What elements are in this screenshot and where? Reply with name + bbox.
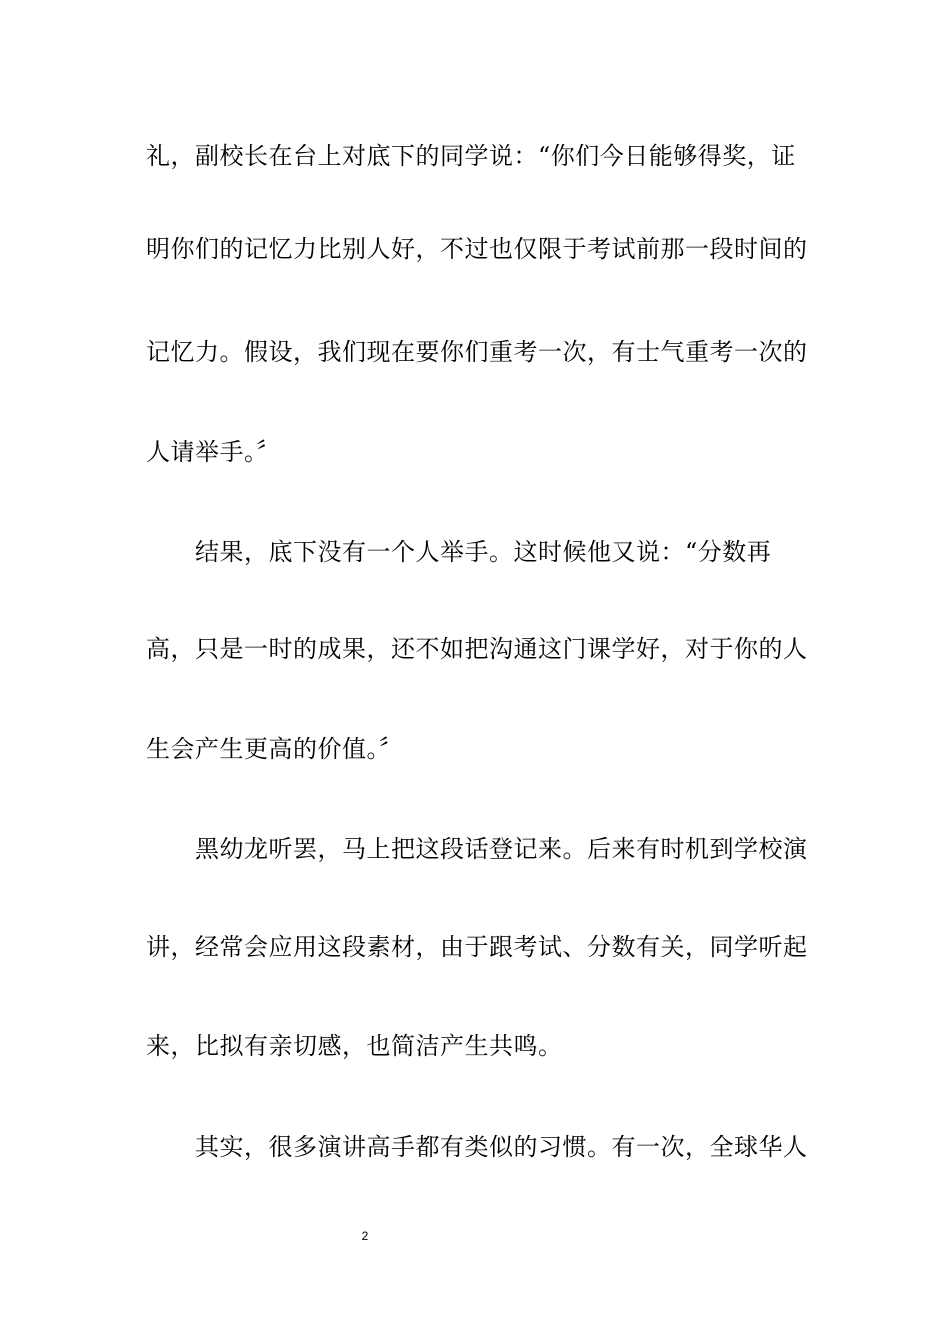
page-number: 2 [361,1229,369,1243]
paragraph-start-line: 其实，很多演讲高手都有类似的习惯。有一次，全球华人 [195,1133,808,1161]
text-line: 来，比拟有亲切感，也简洁产生共鸣。 [146,1032,563,1060]
text-line: 讲，经常会应用这段素材，由于跟考试、分数有关，同学听起 [146,933,808,961]
text-line: 人请举手。〞 [146,438,281,466]
paragraph-start-line: 黑幼龙听罢，马上把这段话登记来。后来有时机到学校演 [195,835,808,863]
text-line: 生会产生更高的价值。〞 [146,735,404,763]
text-line: 记忆力。假设，我们现在要你们重考一次，有士气重考一次的 [146,338,808,366]
text-line: 明你们的记忆力比别人好，不过也仅限于考试前那一段时间的 [146,235,808,263]
text-line: 礼，副校长在台上对底下的同学说：“你们今日能够得奖，证 [146,142,796,170]
text-line: 高，只是一时的成果，还不如把沟通这门课学好，对于你的人 [146,635,808,663]
paragraph-start-line: 结果，底下没有一个人举手。这时候他又说：“分数再 [195,538,772,566]
